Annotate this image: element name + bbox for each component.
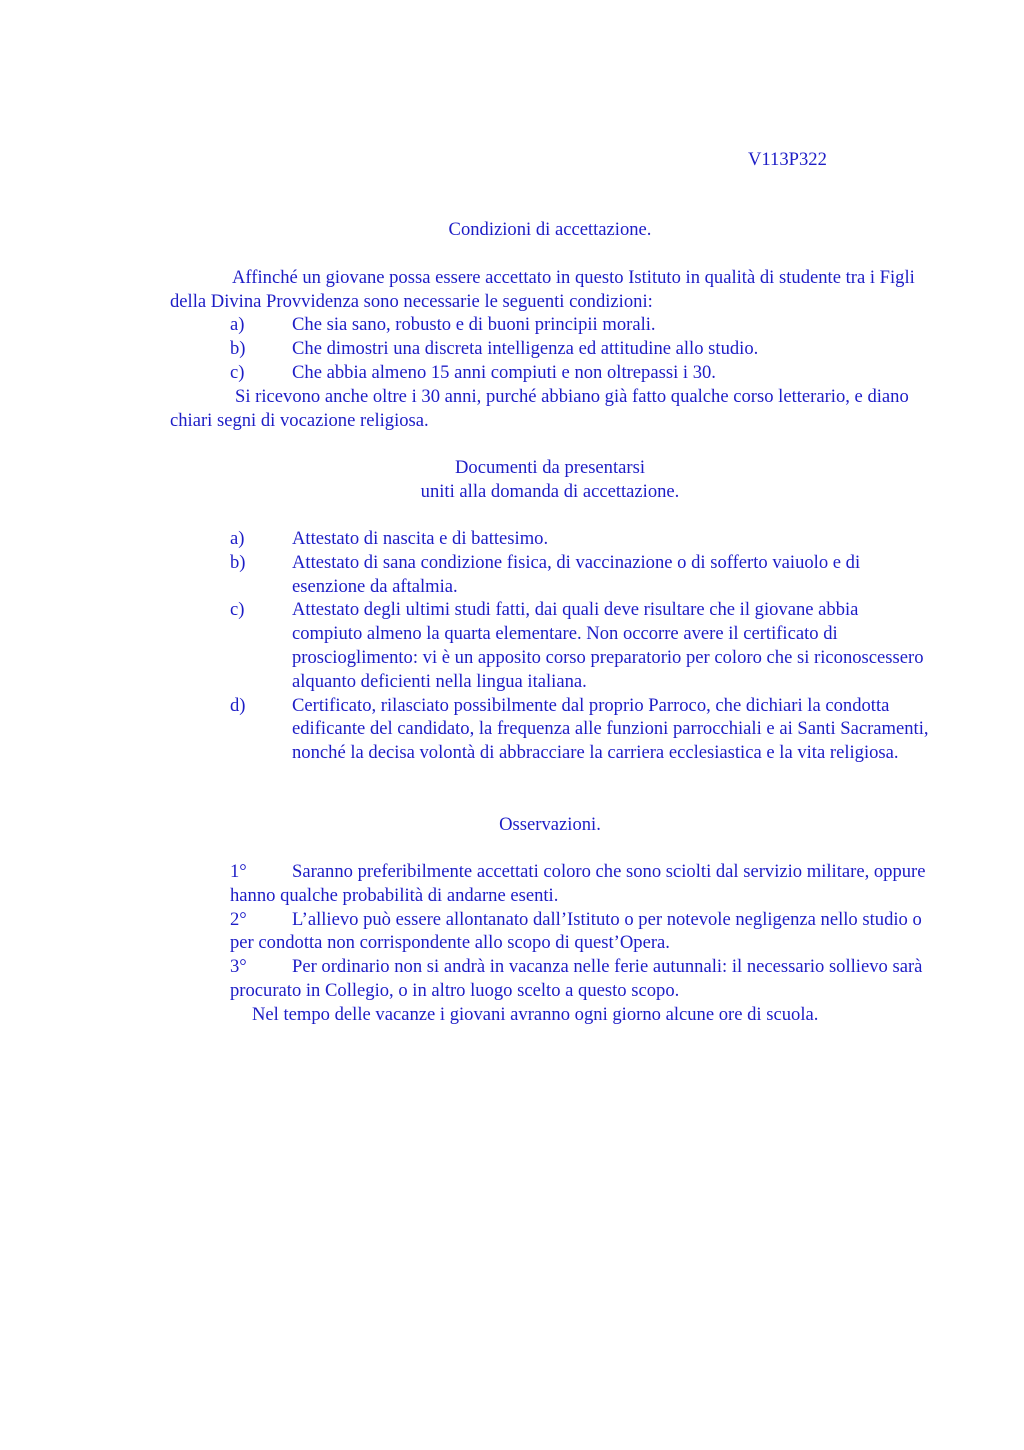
list-item <box>230 527 930 551</box>
section-title-observations: Osservazioni. <box>499 814 601 835</box>
observation-item <box>230 955 930 1003</box>
section-title-documents-line1: Documenti da presentarsi <box>454 457 645 478</box>
section-title-conditions: Condizioni di accettazione. <box>448 219 652 240</box>
list-marker: c) <box>230 361 245 383</box>
section-title-documents-line2: uniti alla domanda di accettazione. <box>420 481 680 502</box>
observations-final-text: Nel tempo delle vacanze i giovani avranno ogni giorno alcune ore di scuola. <box>252 1003 819 1025</box>
list-marker: c) <box>230 599 245 621</box>
conditions-intro-text: Affinché un giovane possa essere accettato in questo Istituto in qualità di studente tra i Figli della Divina Provvidenza sono necessarie le seguenti condizioni: <box>170 267 915 312</box>
list-item <box>230 694 930 765</box>
list-item-text: Che sia sano, robusto e di buoni principii morali. <box>292 314 656 335</box>
conditions-list <box>230 313 930 384</box>
list-item-text: Che abbia almeno 15 anni compiuti e non oltrepassi i 30. <box>292 361 716 383</box>
list-item <box>230 313 930 337</box>
observation-text: Per ordinario non si andrà in vacanza nelle ferie autunnali: il necessario sollievo sarà procurato in Collegio, o in altro luogo scelto a questo scopo. <box>230 956 923 1001</box>
observation-item <box>230 908 930 956</box>
list-item-text: Che dimostri una discreta intelligenza ed attitudine allo studio. <box>292 337 759 359</box>
list-item-text: Attestato di sana condizione fisica, di vaccinazione o di sofferto vaiuolo e di esenzione da aftalmia. <box>292 551 861 597</box>
conditions-note-text: Si ricevono anche oltre i 30 anni, purché abbiano già fatto qualche corso letterario, e diano chiari segni di vocazione religiosa. <box>170 386 909 431</box>
observation-marker: 2° <box>230 908 247 930</box>
document-reference-code: V113P322 <box>748 149 827 170</box>
observation-marker: 1° <box>230 861 247 882</box>
conditions-intro-paragraph <box>170 266 930 314</box>
list-marker: b) <box>230 337 246 359</box>
list-item <box>230 598 930 693</box>
list-item <box>230 361 930 385</box>
list-marker: a) <box>230 314 245 335</box>
list-item <box>230 337 930 361</box>
list-marker: d) <box>230 694 246 716</box>
list-marker: a) <box>230 528 245 549</box>
observation-marker: 3° <box>230 956 247 978</box>
list-item-text: Certificato, rilasciato possibilmente dal proprio Parroco, che dichiari la condotta edificante del candidato, la frequenza alle funzioni parrocchiali e ai Santi Sacramenti, nonché la decisa volontà di abbracciare la carriera ecclesiastica e la vita religiosa. <box>292 694 929 764</box>
list-item-text: Attestato degli ultimi studi fatti, dai quali deve risultare che il giovane abbia compiuto almeno la quarta elementare. Non occorre avere il certificato di proscioglimento: vi è un apposito corso preparatorio per coloro che si riconoscessero alquanto deficienti nella lingua italiana. <box>292 599 924 692</box>
conditions-note-paragraph <box>170 385 930 433</box>
documents-list <box>230 527 930 765</box>
list-marker: b) <box>230 551 246 573</box>
list-item-text: Attestato di nascita e di battesimo. <box>292 528 549 549</box>
observation-text: Saranno preferibilmente accettati coloro che sono sciolti dal servizio militare, oppure hanno qualche probabilità di andarne esenti. <box>230 861 926 906</box>
observation-item <box>230 860 930 908</box>
observations-list <box>230 860 930 1027</box>
list-item <box>230 551 930 599</box>
observation-text: L’allievo può essere allontanato dall’Istituto o per notevole negligenza nello studio o per condotta non corrispondente allo scopo di quest’Opera. <box>230 908 922 954</box>
